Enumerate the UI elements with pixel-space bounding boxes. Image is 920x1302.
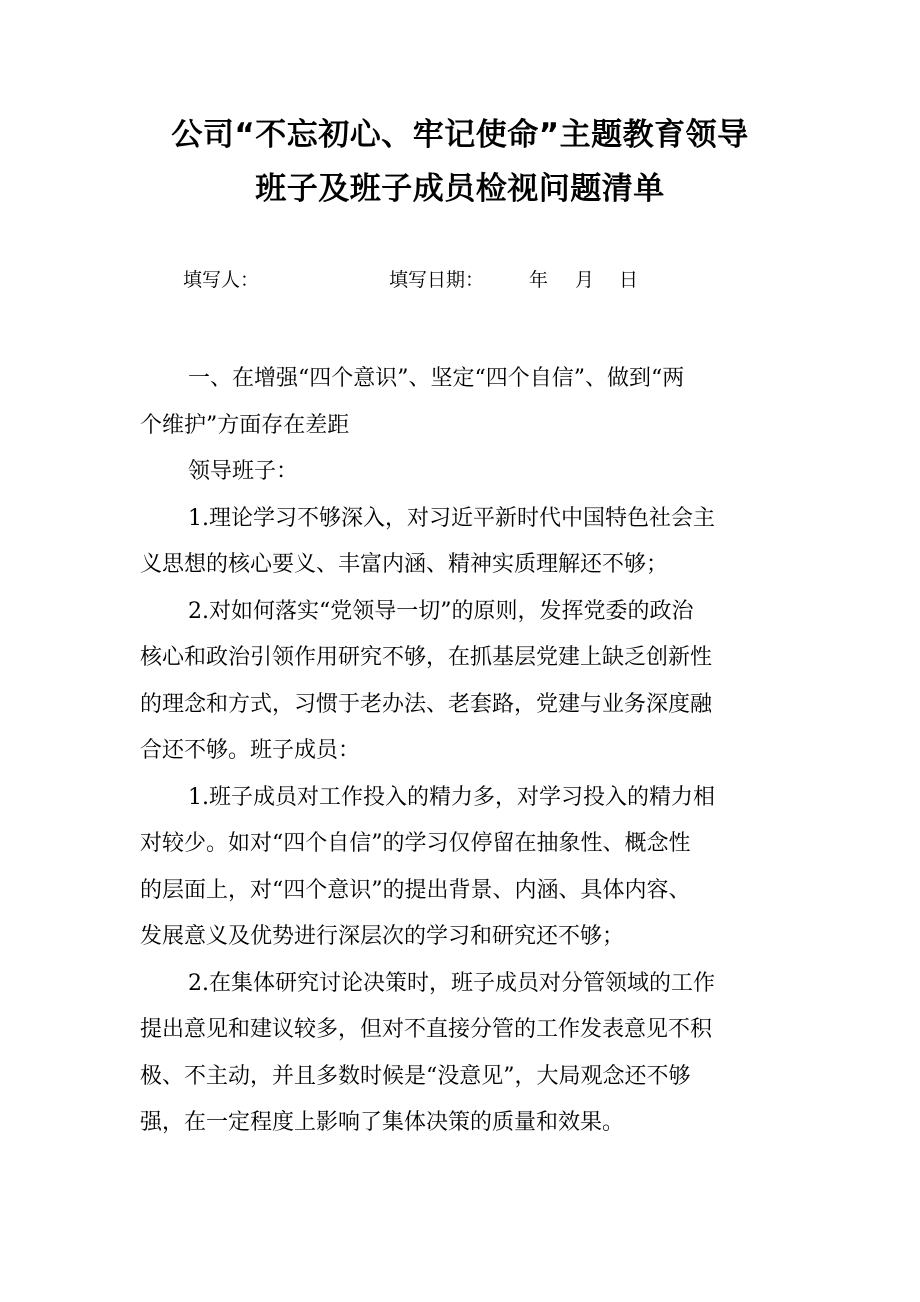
- year-label: 年: [529, 269, 549, 291]
- text-line: 个维护”方面存在差距: [140, 412, 350, 438]
- text-line: 发展意义及优势进行深层次的学习和研究还不够；: [140, 924, 625, 949]
- leadership-item-1: [140, 496, 780, 589]
- member-item-2: [140, 961, 780, 1147]
- day-label: 日: [619, 269, 639, 291]
- text-line: 对较少。如对“四个自信”的学习仅停留在抽象性、概念性: [140, 831, 691, 856]
- member-item-1: [140, 775, 780, 961]
- text-line: 合还不够。班子成员：: [140, 738, 361, 763]
- month-label: 月: [575, 269, 595, 291]
- text-line: 的理念和方式，习惯于老办法、老套路，党建与业务深度融: [140, 691, 713, 717]
- text-line: 义思想的核心要义、丰富内涵、精神实质理解还不够；: [140, 552, 669, 577]
- text-line: 提出意见和建议较多，但对不直接分管的工作发表意见不积: [140, 1017, 713, 1042]
- filler-label: 填写人：: [183, 269, 260, 291]
- text-line: 极、不主动，并且多数时候是“没意见”，大局观念还不够: [140, 1063, 691, 1089]
- text-line: 一、在增强“四个意识”、坚定“四个自信”、做到“两: [188, 366, 685, 391]
- date-label: 填写日期：: [389, 269, 485, 291]
- text-line: 核心和政治引领作用研究不够，在抓基层党建上缺乏创新性: [140, 645, 713, 670]
- text-line: 的层面上，对“四个意识”的提出背景、内涵、具体内容、: [140, 877, 691, 903]
- section-heading: [140, 356, 780, 449]
- leadership-item-2: [140, 589, 780, 775]
- document-body: [140, 356, 780, 1147]
- text-line: 2.在集体研究讨论决策时，班子成员对分管领域的工作: [188, 970, 715, 996]
- leadership-label: [140, 449, 780, 496]
- title-line-2: 班子及班子成员检视问题清单: [255, 171, 665, 207]
- text-line: 1.班子成员对工作投入的精力多，对学习投入的精力相: [188, 784, 715, 810]
- text-line: 领导班子：: [188, 459, 299, 484]
- document-title: [100, 108, 820, 216]
- text-line: 1.理论学习不够深入，对习近平新时代中国特色社会主: [188, 505, 715, 531]
- text-line: 2.对如何落实“党领导一切”的原则，发挥党委的政治: [188, 598, 694, 624]
- title-line-1: 公司“不忘初心、牢记使命”主题教育领导: [171, 117, 749, 153]
- text-line: 强，在一定程度上影响了集体决策的质量和效果。: [140, 1110, 625, 1135]
